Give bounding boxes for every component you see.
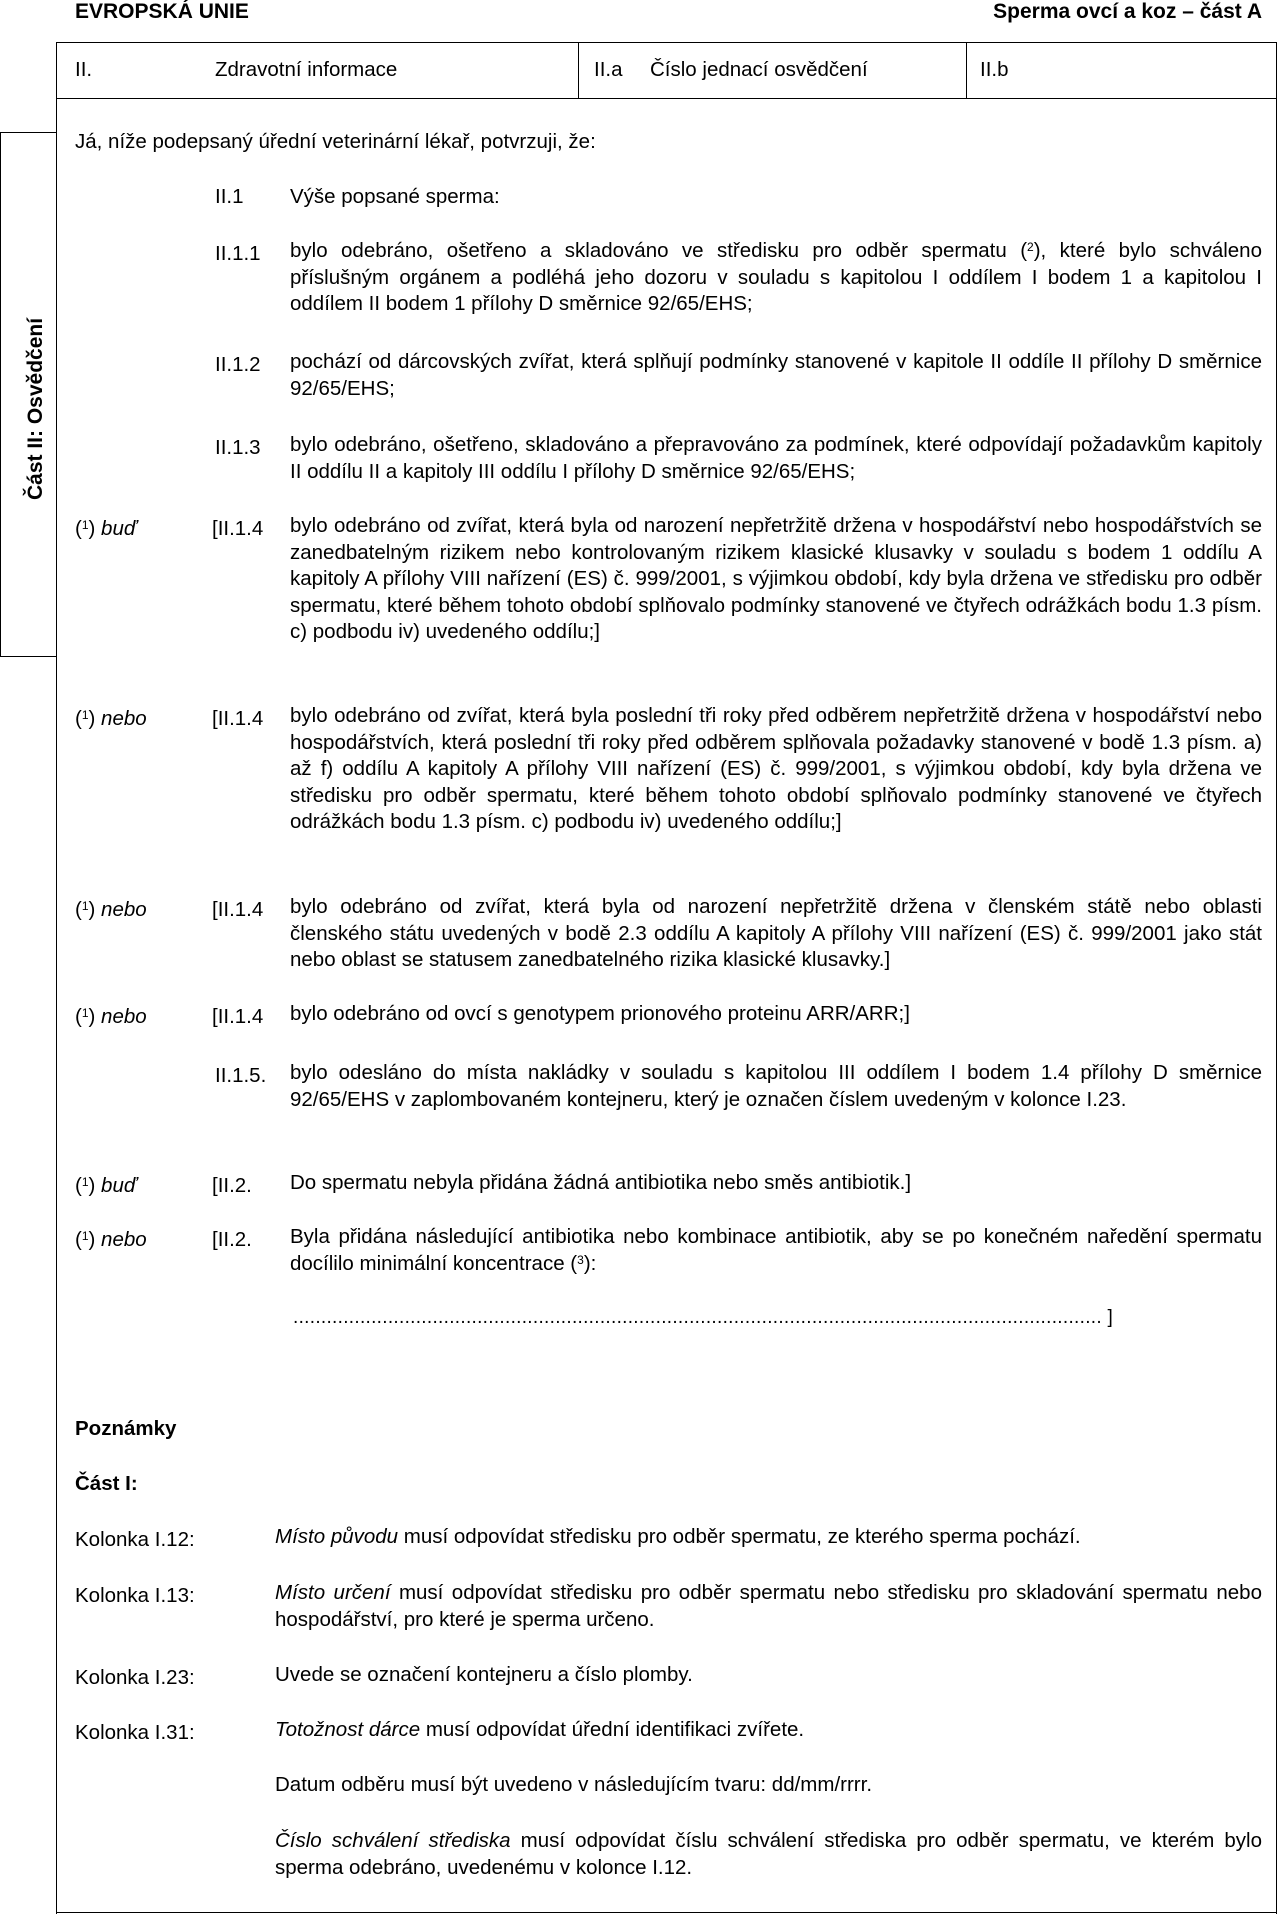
clause-text: pochází od dárcovských zvířat, která splňují podmínky stanovené v kapitole II oddíle II přílohy D směrnice 92/65/EHS; [290,350,1262,400]
clause-num: [II.1.4 [212,898,264,921]
notes-title: Poznámky [75,1417,177,1440]
option-marker: ($^1$) buď [75,1174,137,1197]
note-extra-text: Číslo schválení střediska musí odpovídat číslu schválení střediska pro odběr spermatu, ve kterém bylo sperma odebráno, uvedenému v kolonce I.12. [275,1829,1263,1879]
side-label-text: Část II: Osvědčení [24,317,47,500]
clause-text: bylo odebráno od zvířat, která byla od narození nepřetržitě držena v hospodářství nebo hospodářstvích se zanedbatelným rizikem nebo kontrolovaným rizikem klasické klusavky v souladu s bodem 1 oddílu A kapitoly A přílohy VIII nařízení (ES) č. 999/2001, s výjimkou období, kdy byla držena ve středisku pro odběr spermatu, které během tohoto období splňovalo podmínky stanovené ve čtyřech odrážkách bodu 1.3 písm. c) podbodu iv) uvedeného oddílu;] [290,514,1262,643]
clause-text: bylo odesláno do místa nakládky v souladu s kapitolou III oddílem I bodem 1.4 přílohy D směrnice 92/65/EHS v zaplombovaném kontejneru, který je označen číslem uvedeným v kolonce I.23. [290,1061,1262,1111]
note-label: Kolonka I.13: [75,1584,195,1607]
clause-text: bylo odebráno od ovcí s genotypem prionového proteinu ARR/ARR;] [290,1002,910,1025]
frame-header-row-line [56,98,1277,99]
clause-num: [II.1.4 [212,1005,264,1028]
clause-num: II.1.3 [215,436,261,459]
header-divider-2 [966,42,967,99]
option-marker: ($^1$) nebo [75,898,147,921]
clause-text: bylo odebráno, ošetřeno a skladováno ve středisku pro odběr spermatu ($^2$), které bylo schváleno příslušným orgánem a podléhá jeho dozoru v souladu s kapitolou I oddílem I bodem 1 a kapitolou I oddílem II bodem 1 přílohy D směrnice 92/65/EHS; [290,239,1262,315]
header-divider-1 [578,42,579,99]
frame-top-line [56,42,1277,43]
note-label: Kolonka I.31: [75,1721,195,1744]
section-title: Zdravotní informace [215,58,398,81]
header-left: EVROPSKÁ UNIE [75,0,249,23]
clause-num: II.1.1 [215,242,261,265]
clause-num: [II.1.4 [212,517,264,540]
clause-num: II.1.2 [215,353,261,376]
side-box-bottom-line [0,656,57,657]
clause-text: Byla přidána následující antibiotika nebo kombinace antibiotik, aby se po konečném naředění spermatu docílilo minimální koncentrace ($^3$): [290,1225,1262,1275]
ref-label: II.a [594,58,623,81]
clause-num: [II.2. [212,1174,252,1197]
clause-num: II.1.5. [215,1064,267,1087]
note-label: Kolonka I.12: [75,1528,195,1551]
dotted-fill-line: ................................................................................................................................................. ] [293,1307,1114,1328]
side-box-left-line [0,132,1,657]
option-marker: ($^1$) nebo [75,707,147,730]
clause-text: Do spermatu nebyla přidána žádná antibiotika nebo směs antibiotik.] [290,1171,912,1194]
side-box-top-line [0,132,57,133]
note-label: Kolonka I.23: [75,1666,195,1689]
notes-part: Část I: [75,1472,138,1495]
clause-num: [II.1.4 [212,707,264,730]
header-right: Sperma ovcí a koz – část A [993,0,1262,23]
note-text: Totožnost dárce musí odpovídat úřední identifikaci zvířete. [275,1718,805,1741]
ref-b-label: II.b [980,58,1009,81]
clause-text: bylo odebráno, ošetřeno, skladováno a přepravováno za podmínek, které odpovídají požadavkům kapitoly II oddílu II a kapitoly III oddílu I přílohy D směrnice 92/65/EHS; [290,433,1262,483]
intro-text: Já, níže podepsaný úřední veterinární lékař, potvrzuji, že: [75,130,596,153]
note-text: Místo původu musí odpovídat středisku pro odběr spermatu, ze kterého sperma pochází. [275,1525,1081,1548]
clause-text: bylo odebráno od zvířat, která byla poslední tři roky před odběrem nepřetržitě držena v hospodářství nebo hospodářstvích, která poslední tři roky před odběrem splňovala požadavky stanovené v bodě 1.3 písm. a) až f) oddílu A kapitoly A přílohy VIII nařízení (ES) č. 999/2001, s výjimkou období, kdy byla držena ve středisku pro odběr spermatu, které během tohoto období splňovalo podmínky stanovené ve čtyřech odrážkách bodu 1.3 písm. c) podbodu iv) uvedeného oddílu;] [290,704,1262,833]
clause-num: II.1 [215,185,244,208]
clause-text: Výše popsané sperma: [290,185,500,208]
note-text: Místo určení musí odpovídat středisku pro odběr spermatu nebo středisku pro skladování spermatu nebo hospodářství, pro které je sperma určeno. [275,1581,1262,1631]
option-marker: ($^1$) buď [75,517,137,540]
option-marker: ($^1$) nebo [75,1005,147,1028]
note-extra-text: Datum odběru musí být uvedeno v následujícím tvaru: dd/mm/rrrr. [275,1773,873,1796]
note-text: Uvede se označení kontejneru a číslo plomby. [275,1663,693,1686]
side-label [12,290,62,510]
option-marker: ($^1$) nebo [75,1228,147,1251]
frame-bottom-line [56,1912,1277,1913]
clause-num: [II.2. [212,1228,252,1251]
ref-title: Číslo jednací osvědčení [650,58,868,81]
section-number: II. [75,58,93,81]
clause-text: bylo odebráno od zvířat, která byla od narození nepřetržitě držena v členském státě nebo oblasti členského státu uvedených v bodě 2.3 oddílu A kapitoly A přílohy VIII nařízení (ES) č. 999/2001 jako stát nebo oblast se statusem zanedbatelného rizika klasické klusavky.] [290,895,1262,971]
